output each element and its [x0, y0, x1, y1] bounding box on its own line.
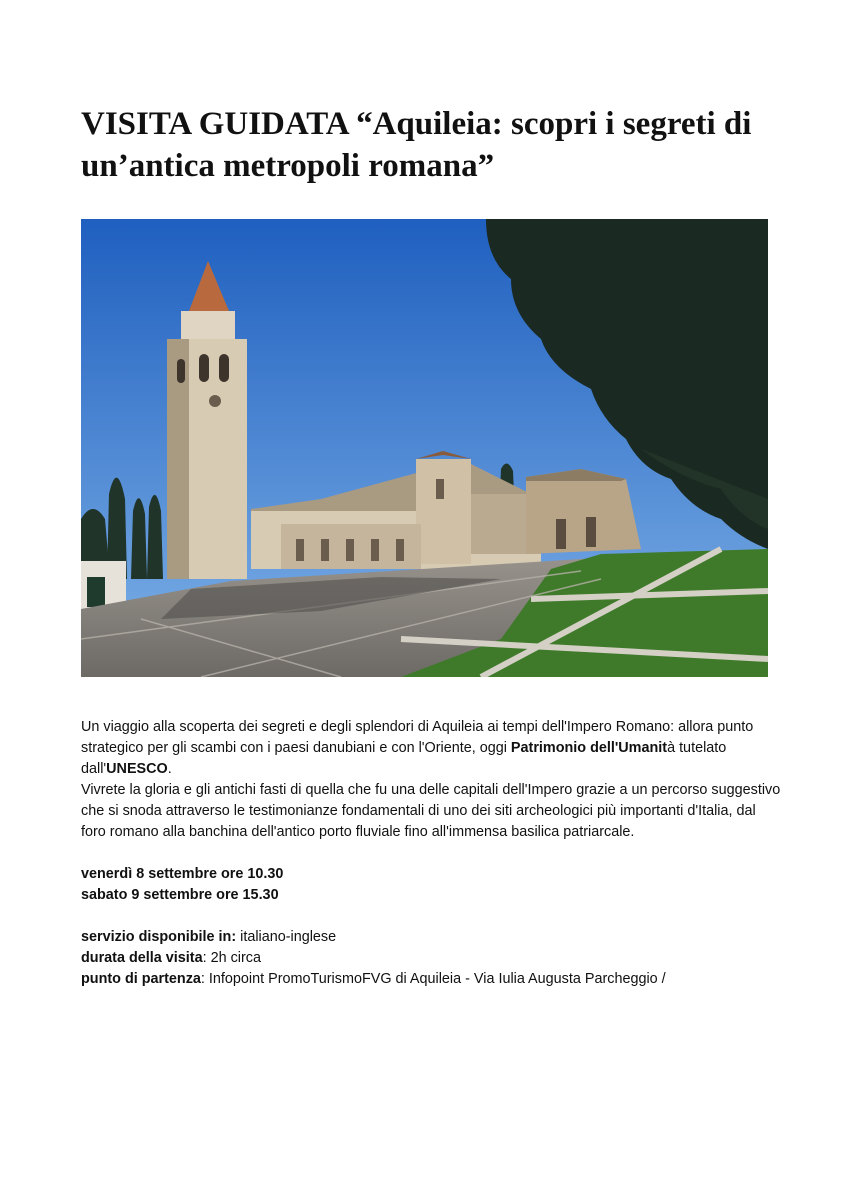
aquileia-basilica-photo	[81, 219, 768, 677]
document-title: VISITA GUIDATA “Aquileia: scopri i segreti di un’antica metropoli romana”	[81, 106, 752, 184]
detail-languages: servizio disponibile in: italiano-inglese	[81, 929, 337, 945]
date-line: sabato 9 settembre ore 15.30	[81, 887, 279, 903]
unesco-label: UNESCO	[106, 761, 168, 777]
description	[81, 717, 781, 990]
intro-text: Un viaggio alla scoperta dei segreti e degli splendori di Aquileia ai tempi dell'Impero Romano: allora punto strategico per gli scambi con i paesi danubiani e con l'Oriente, oggi	[81, 719, 754, 756]
tour-paragraph: Vivrete la gloria e gli antichi fasti di quella che fu una delle capitali dell'Impero grazie a un percorso suggestivo che si snoda attraverso le testimonianze fondamentali di uno dei siti archeologici più importanti d'Italia, dal foro romano alla banchina dell'antico porto fluviale fino all'immensa basilica patriarcale.	[81, 782, 781, 840]
intro-text-3: .	[167, 761, 172, 777]
detail-duration: durata della visita: 2h circa	[81, 950, 261, 966]
heritage-label: Patrimonio dell'Umanit	[510, 740, 668, 756]
intro-text-2: à tutelato dall'	[81, 740, 727, 777]
detail-meeting-point: punto di partenza: Infopoint PromoTurismoFVG di Aquileia - Via Iulia Augusta Parcheggio /	[81, 971, 666, 987]
intro-paragraph	[81, 717, 781, 780]
date-line: venerdì 8 settembre ore 10.30	[81, 866, 284, 882]
